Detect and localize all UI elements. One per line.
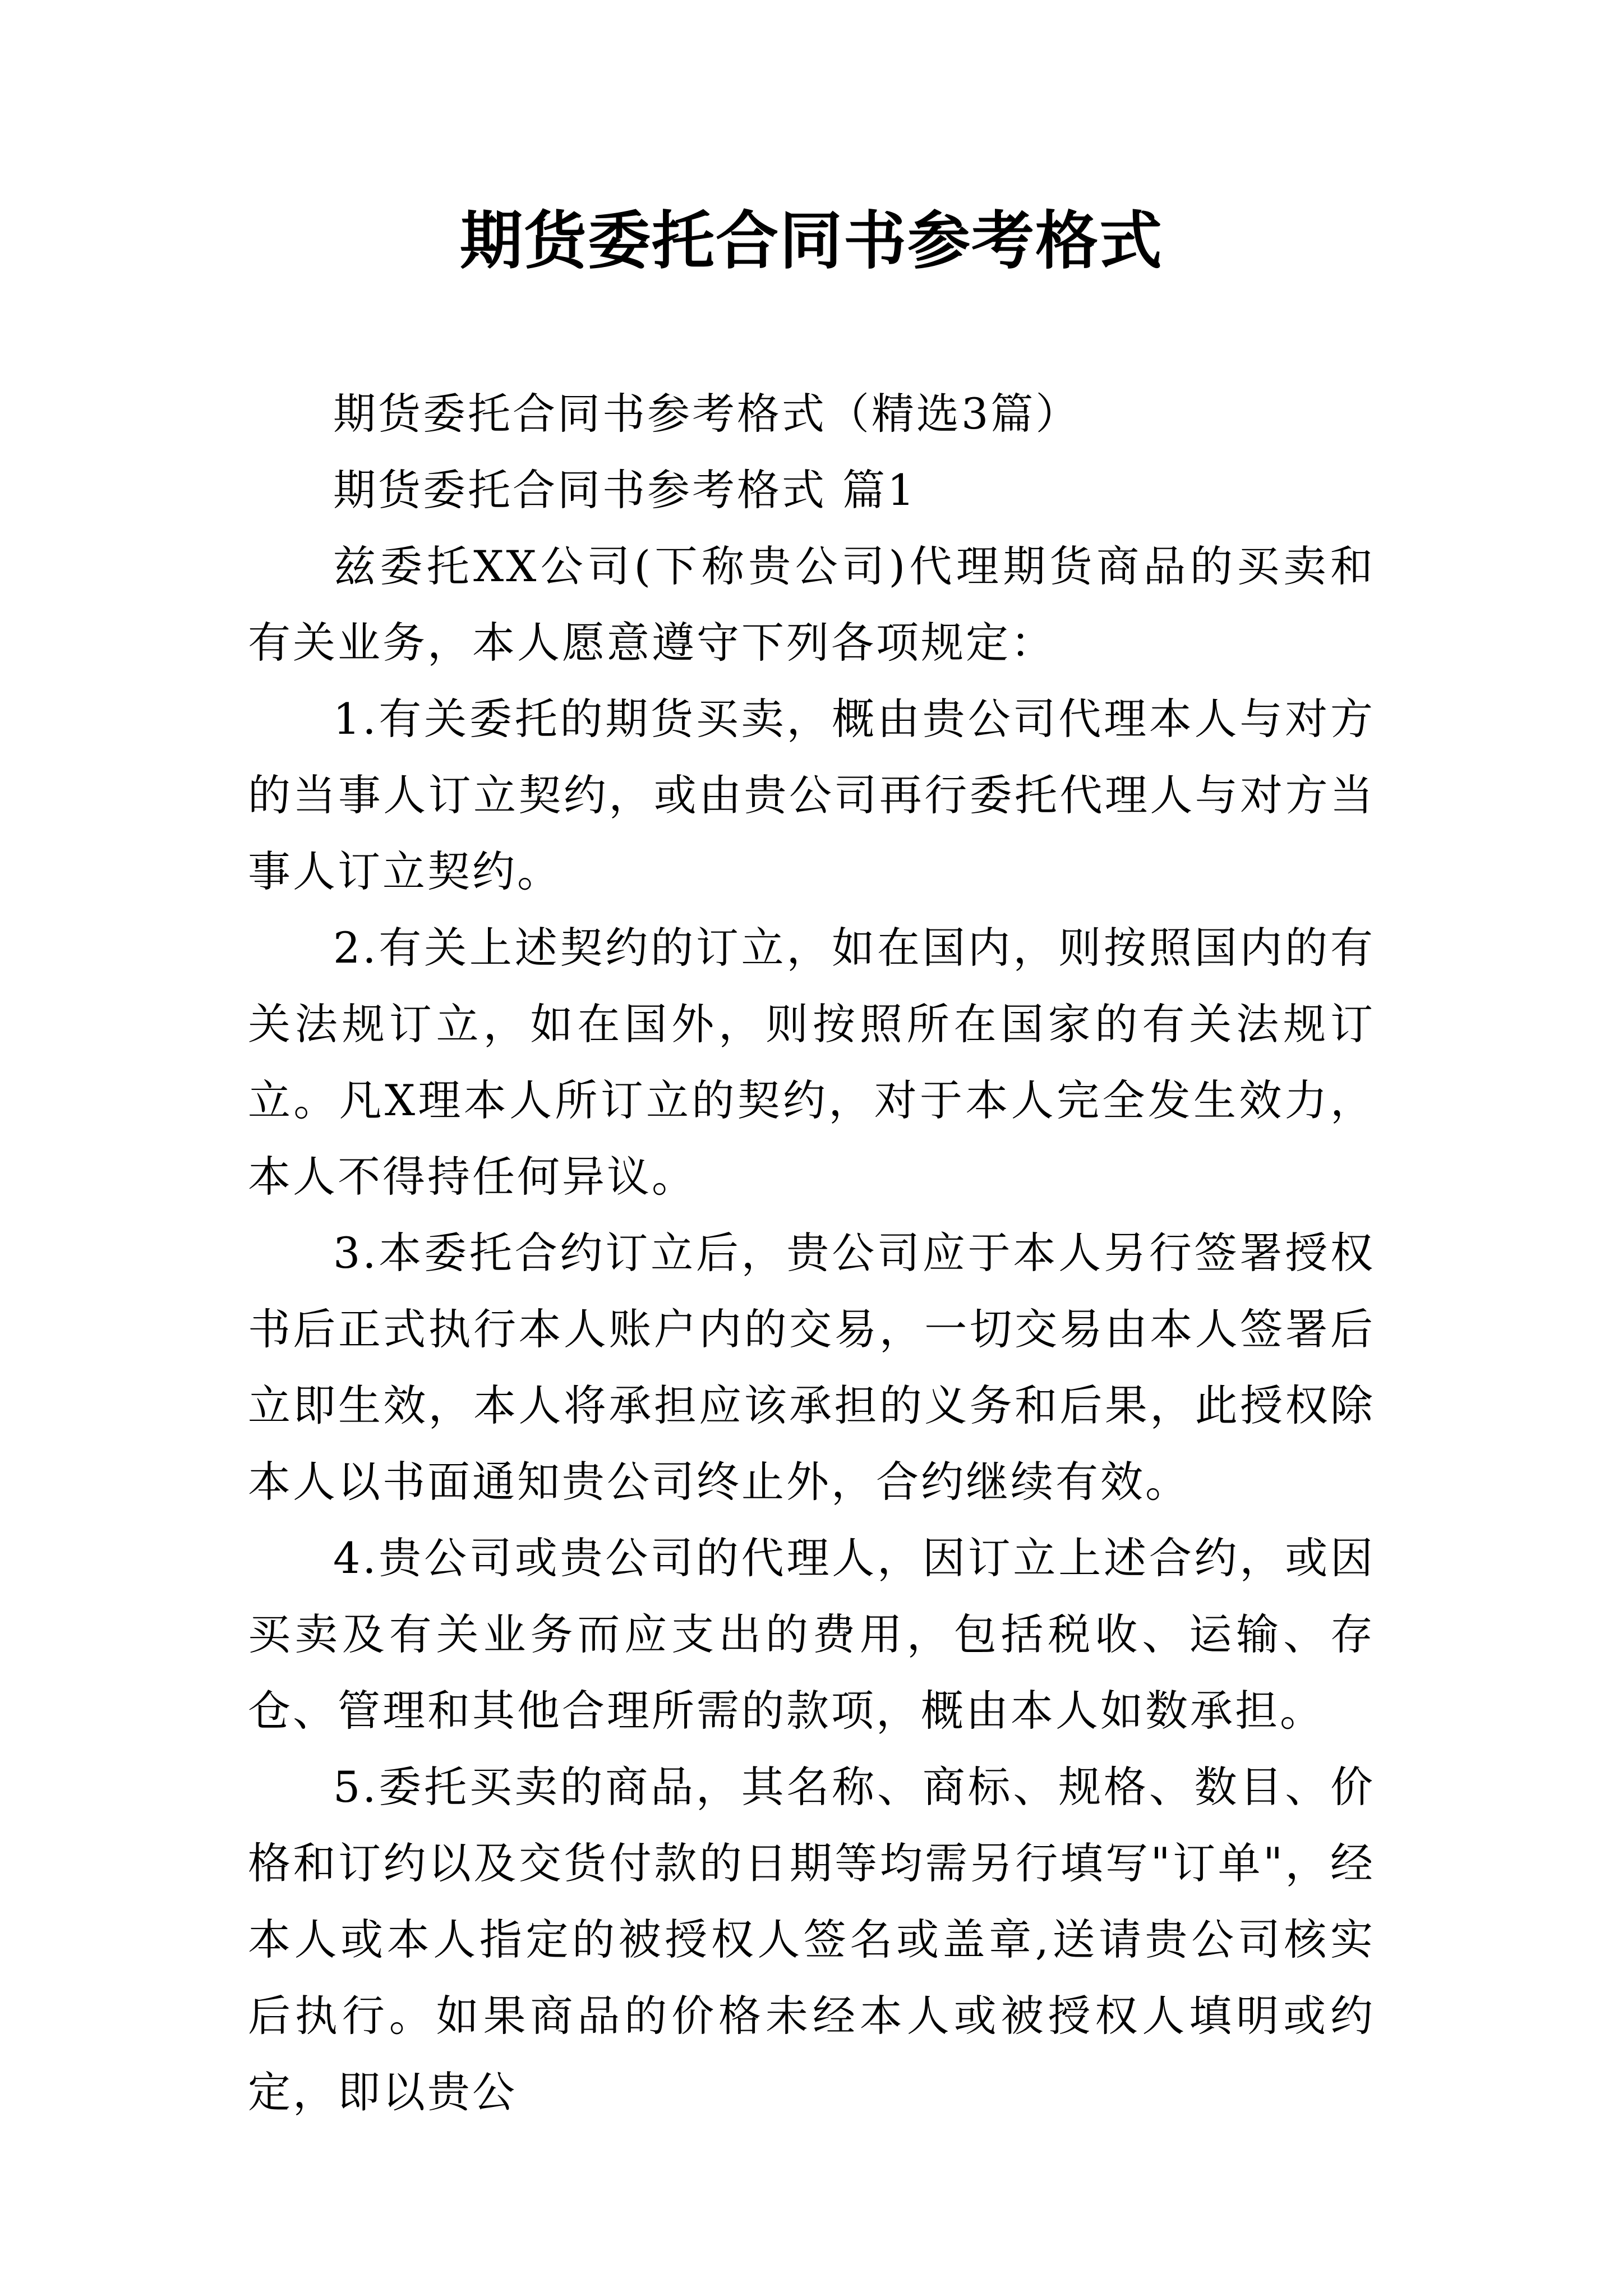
paragraph-clause-5: 5.委托买卖的商品，其名称、商标、规格、数目、价格和订约以及交货付款的日期等均需另行填写"订单"，经本人或本人指定的被授权人签名或盖章,送请贵公司核实后执行。如果商品的价格未经本人或被授权人填明或约定，即以贵公 [248,1762,1375,2117]
paragraph-intro: 兹委托XX公司(下称贵公司)代理期货商品的买卖和有关业务，本人愿意遵守下列各项规定： [248,541,1375,668]
document-body [248,376,1375,2131]
paragraph-clause-3: 3.本委托合约订立后，贵公司应于本人另行签署授权书后正式执行本人账户内的交易，一切交易由本人签署后立即生效，本人将承担应该承担的义务和后果，此授权除本人以书面通知贵公司终止外，合约继续有效。 [248,1228,1375,1507]
paragraph-clause-4: 4.贵公司或贵公司的代理人，因订立上述合约，或因买卖及有关业务而应支出的费用，包括税收、运输、存仓、管理和其他合理所需的款项，概由本人如数承担。 [248,1533,1375,1736]
paragraph-clause-2: 2.有关上述契约的订立，如在国内，则按照国内的有关法规订立，如在国外，则按照所在国家的有关法规订立。凡X理本人所订立的契约，对于本人完全发生效力，本人不得持任何异议。 [248,923,1375,1202]
paragraph-section-heading: 期货委托合同书参考格式 篇1 [333,465,917,515]
document-title: 期货委托合同书参考格式 [460,204,1163,278]
paragraph-clause-1: 1.有关委托的期货买卖，概由贵公司代理本人与对方的当事人订立契约，或由贵公司再行委托代理人与对方当事人订立契约。 [248,694,1375,896]
paragraph-subtitle: 期货委托合同书参考格式（精选3篇） [333,389,1081,439]
